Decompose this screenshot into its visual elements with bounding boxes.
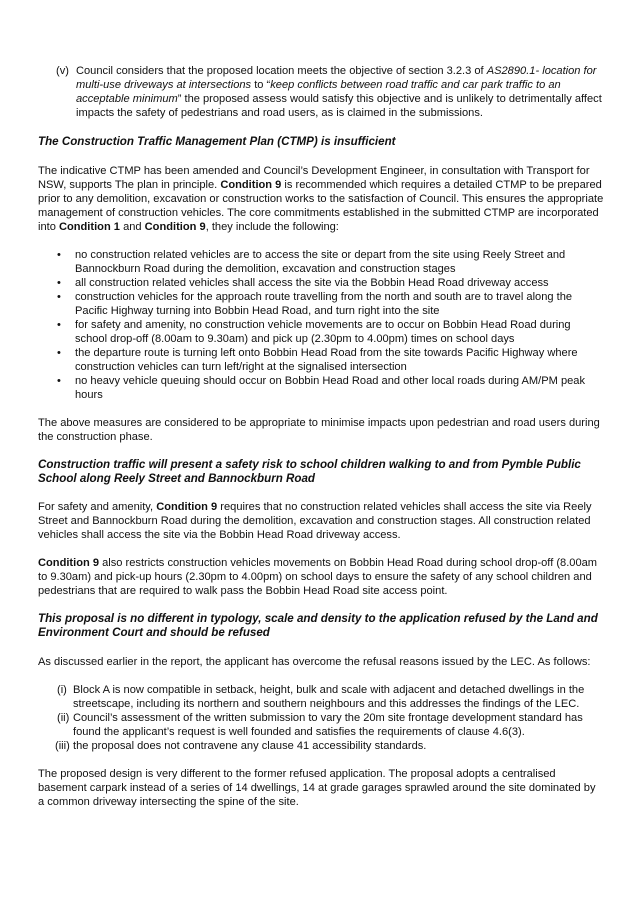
- lec-findings-list: [38, 683, 604, 753]
- list-item: (iii) the proposal does not contravene any clause 41 accessibility standards.: [55, 739, 427, 752]
- list-item: • all construction related vehicles shall access the site via the Bobbin Head Road driveway access: [57, 276, 549, 289]
- bullet-icon: •: [57, 374, 61, 387]
- list-item: • the departure route is turning left onto Bobbin Head Road from the site towards Pacific Highway where construction vehicles can turn left/right at the signalised intersection: [57, 346, 578, 373]
- ctmp-commitments-list: [38, 248, 604, 402]
- paragraph-ctmp-intro: The indicative CTMP has been amended and Council’s Development Engineer, in consultation with Transport for NSW, supports The plan in principle. Condition 9 is recommended which requires a detailed CTMP to be prepared prior to any demolition, excavation or construction works to the satisfaction of Council. This ensures the appropriate management of construction vehicles. The core commitments established in the submitted CTMP are incorporated into Condition 1 and Condition 9, they include the following:: [38, 164, 604, 233]
- document-page: [38, 64, 604, 809]
- item-number: (ii): [57, 711, 70, 724]
- bullet-icon: •: [57, 318, 61, 331]
- list-item: • for safety and amenity, no construction vehicle movements are to occur on Bobbin Head Road during school drop-off (8.00am to 9.30am) and pick up (2.30pm to 4.00pm) times on school days: [57, 318, 571, 345]
- item-number: (i): [57, 683, 67, 696]
- item-number: (iii): [55, 739, 70, 752]
- section-heading-typology: This proposal is no different in typology, scale and density to the application refused by the Land and Environment Court and should be refused: [38, 611, 598, 639]
- list-item: (i) Block A is now compatible in setback, height, bulk and scale with adjacent and detached dwellings in the streetscape, including its northern and southern neighbours and this addresses the findings of the LEC.: [57, 683, 585, 710]
- paragraph-lec-intro: As discussed earlier in the report, the applicant has overcome the refusal reasons issued by the LEC. As follows:: [38, 655, 591, 668]
- item-v-text: Council considers that the proposed location meets the objective of section 3.2.3 of AS2890.1- location for multi-use driveways at intersections to “keep conflicts between road traffic and car park traffic to an acceptable minimum” the proposed assess would satisfy this objective and is unlikely to detrimentally affect impacts the safety of pedestrians and road users, as is claimed in the submissions.: [76, 65, 602, 119]
- section-heading-school-safety: Construction traffic will present a safety risk to school children walking to and from Pymble Public School along Reely Street and Bannockburn Road: [38, 457, 581, 485]
- section-heading-ctmp: The Construction Traffic Management Plan (CTMP) is insufficient: [38, 135, 396, 148]
- item-number: (v): [56, 65, 69, 77]
- bullet-icon: •: [57, 248, 61, 261]
- bullet-icon: •: [57, 290, 61, 303]
- list-item: • no construction related vehicles are to access the site or depart from the site using Reely Street and Bannockburn Road during the demolition, excavation and construction stages: [57, 248, 566, 275]
- paragraph-design-difference: The proposed design is very different to the former refused application. The proposal adopts a centralised basement carpark instead of a series of 14 dwellings, 14 at grade garages sprawled around the site dominated by a common driveway intersecting the spine of the site.: [38, 767, 596, 808]
- bullet-icon: •: [57, 346, 61, 359]
- list-item-v: [38, 64, 604, 120]
- list-item: (ii) Council’s assessment of the written submission to vary the 20m site frontage development standard has found the applicant’s request is well founded and satisfies the requirements of clause 4.6(3).: [57, 711, 583, 738]
- bullet-icon: •: [57, 276, 61, 289]
- paragraph-school-safety-1: For safety and amenity, Condition 9 requires that no construction related vehicles shall access the site via Reely Street and Bannockburn Road during the demolition, excavation and construction stages. All construction related vehicles shall access the site via the Bobbin Head Road driveway access.: [38, 500, 592, 541]
- list-item: • construction vehicles for the approach route travelling from the north and south are to travel along the Pacific Highway turning into Bobbin Head Road, and turn right into the site: [57, 290, 573, 317]
- paragraph-school-safety-2: Condition 9 also restricts construction vehicles movements on Bobbin Head Road during school drop-off (8.00am to 9.30am) and pick-up hours (2.30pm to 4.00pm) on school days to ensure the safety of any school children and pedestrians that are required to walk pass the Bobbin Head Road site access point.: [38, 556, 598, 597]
- paragraph-ctmp-conclusion: The above measures are considered to be appropriate to minimise impacts upon pedestrian and road users during the construction phase.: [38, 416, 600, 443]
- list-item: • no heavy vehicle queuing should occur on Bobbin Head Road and other local roads during AM/PM peak hours: [57, 374, 586, 401]
